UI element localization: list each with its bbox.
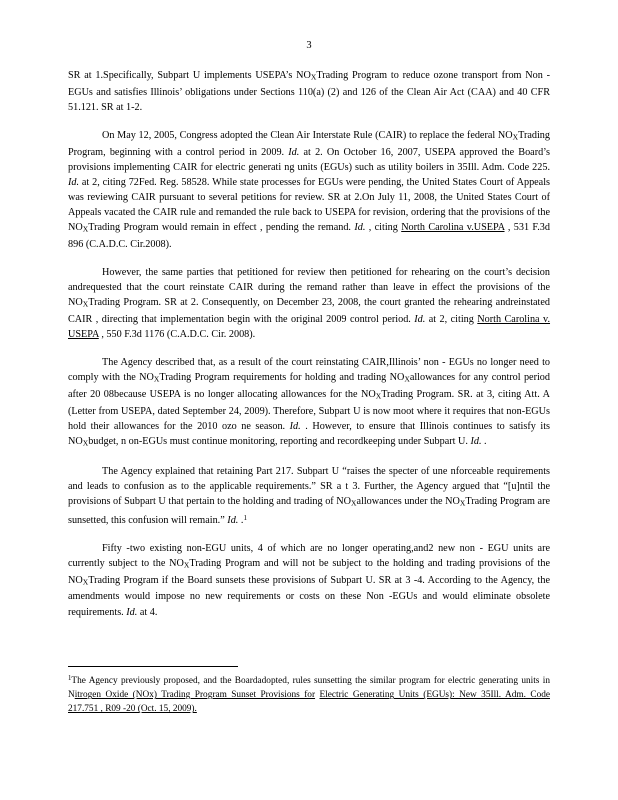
text-run-it: Id. — [288, 146, 300, 158]
text-run-it: Id. — [68, 176, 80, 188]
text-run-sub: X — [183, 560, 190, 570]
text-run-sub: X — [404, 374, 410, 384]
text-run-sub: X — [82, 299, 89, 309]
document-body — [68, 68, 550, 633]
page-number: 3 — [306, 40, 312, 51]
footnote-separator — [68, 666, 238, 667]
text-run-sub: X — [153, 374, 160, 384]
paragraph-p6: Fifty -two existing non-EGU units, 4 of which are no longer operating,and2 new non - EGU units are currently subject to the $NO_XTrading$ Program and will not be subject to the holding and trading provisions of the $NO_XTrading$ Program if the Board sunsets these provisions of Subpart U. SR at 3 -4. According to the Agency, the amendments would impose no new requirements or costs on these Non -EGUs and would eliminate obsolete requirements. Id. at 4. — [68, 542, 550, 618]
text-run-sub: X — [512, 132, 519, 142]
text-run-it: Id. — [354, 222, 366, 234]
text-run-u: Electric Generating Units (EGUs): New 35Ill. Adm. Code 217.751 , R09 -20 (Oct. 15, 2009). — [68, 690, 550, 715]
text-run-sub: X — [310, 72, 317, 82]
footnote-marker: 1 — [68, 675, 72, 682]
text-run-sub: X — [375, 391, 382, 401]
footnote-1: $^1$The Agency previously proposed, and the Boardadopted, rules sunsetting the similar program for electric generating units in Nitrogen Oxide (NOx) Trading Program Sunset Provisions for Electric Generating Units (EGUs): New 35Ill. Adm. Code 217.751 , R09 -20 (Oct. 15, 2009). — [68, 675, 550, 715]
text-run-u: North Carolina v. USEPA — [68, 314, 551, 341]
text-run-sub: X — [82, 577, 89, 587]
text-run-sub: X — [459, 498, 466, 508]
text-run-u: North Carolina v.USEPA — [401, 222, 505, 234]
text-run-it: Id. — [289, 420, 301, 432]
text-run-sub: X — [351, 498, 357, 508]
paragraph-p4: The Agency described that, as a result of the court reinstating CAIR,Illinois’ non - EGUs no longer need to comply with the $NO_XTrading$ Program requirements for holding and trading $NO_Xallowances$ for any control period after 20 08because USEPA is no longer allocating allowances for the $NO_XTrading$ Program. SR. at 3, citing Att. A (Letter from USEPA, dated September 24, 2009). Therefore, Subpart U is now moot where it requires that non-EGUs hold their allowances for the 2010 ozo ne season. Id. . However, to ensure that Illinois continues to satisfy its $NO_Xbudget$, n on-EGUs must continue monitoring, reporting and recordkeeping under Subpart U. Id. . — [68, 357, 550, 448]
text-run-it: Id. — [227, 514, 239, 526]
text-run-sub: X — [82, 438, 89, 448]
text-run-it: Id. — [414, 314, 426, 325]
paragraph-p2: On May 12, 2005, Congress adopted the Clean Air Interstate Rule (CAIR) to replace the federal $NO_XTrading$ Program, beginning with a control period in 2009. Id. at 2. On October 16, 2007, USEPA approved the Board’s provisions implementing CAIR for electric generati ng units (EGUs) such as utility boilers in 35Ill. Adm. Code 225. Id. at 2, citing 72Fed. Reg. 58528. While state processes for EGUs were pending, the United States Court of Appeals was reviewing CAIR pursuant to several petitions for review. SR at 2.On July 11, 2008, the United States Court of Appeals vacated the CAIR rule and remanded the rule back to USEPA for revision, ordering that the provisions of the $NO_XTrading$ Program would remain in effect , pending the remand. Id. , citing North Carolina v.USEPA , 531 F.3d 896 (C.A.D.C. Cir.2008). — [68, 129, 550, 250]
paragraph-p1: SR at 1.Specifically, Subpart U implements USEPA’s $NO_XTrading$ Program to reduce ozone transport from Non -EGUs and satisfies Illinois’ obligations under Sections 110(a) (2) and 126 of the Clean Air Act (CAA) and 40 CFR 51.121. SR at 1-2. — [68, 70, 550, 113]
text-run-it: Id. — [126, 606, 138, 618]
text-run-u: itrogen Oxide (NOx) Trading Program Sunset Provisions for — [74, 690, 316, 701]
text-run-it: Id. — [470, 436, 482, 447]
paragraph-p3: However, the same parties that petitioned for review then petitioned for rehearing on the court’s decision andrequested that the court reinstate CAIR during the remand rather than leave in effect the provisions of the $NO_XTrading$ Program. SR at 2. Consequently, on December 23, 2008, the court granted the rehearing andreinstated CAIR , directing that implementation begin with the original 2009 control period. Id. at 2, citing North Carolina v. USEPA , 550 F.3d 1176 (C.A.D.C. Cir. 2008). — [68, 267, 551, 341]
paragraph-p5: The Agency explained that retaining Part 217. Subpart U “raises the specter of une nforceable requirements and leads to confusion as to the applicable requirements.” SR a t 3. Further, the Agency argued that “[u]ntil the provisions of Subpart U that pertain to the holding and trading of $NO_Xallowances$ under the $NO_XTrading$ Program are sunsetted, this confusion will remain.” Id. .$^1$ — [68, 465, 550, 526]
text-run-sub: X — [82, 224, 89, 234]
text-run-sup: 1 — [243, 513, 248, 522]
